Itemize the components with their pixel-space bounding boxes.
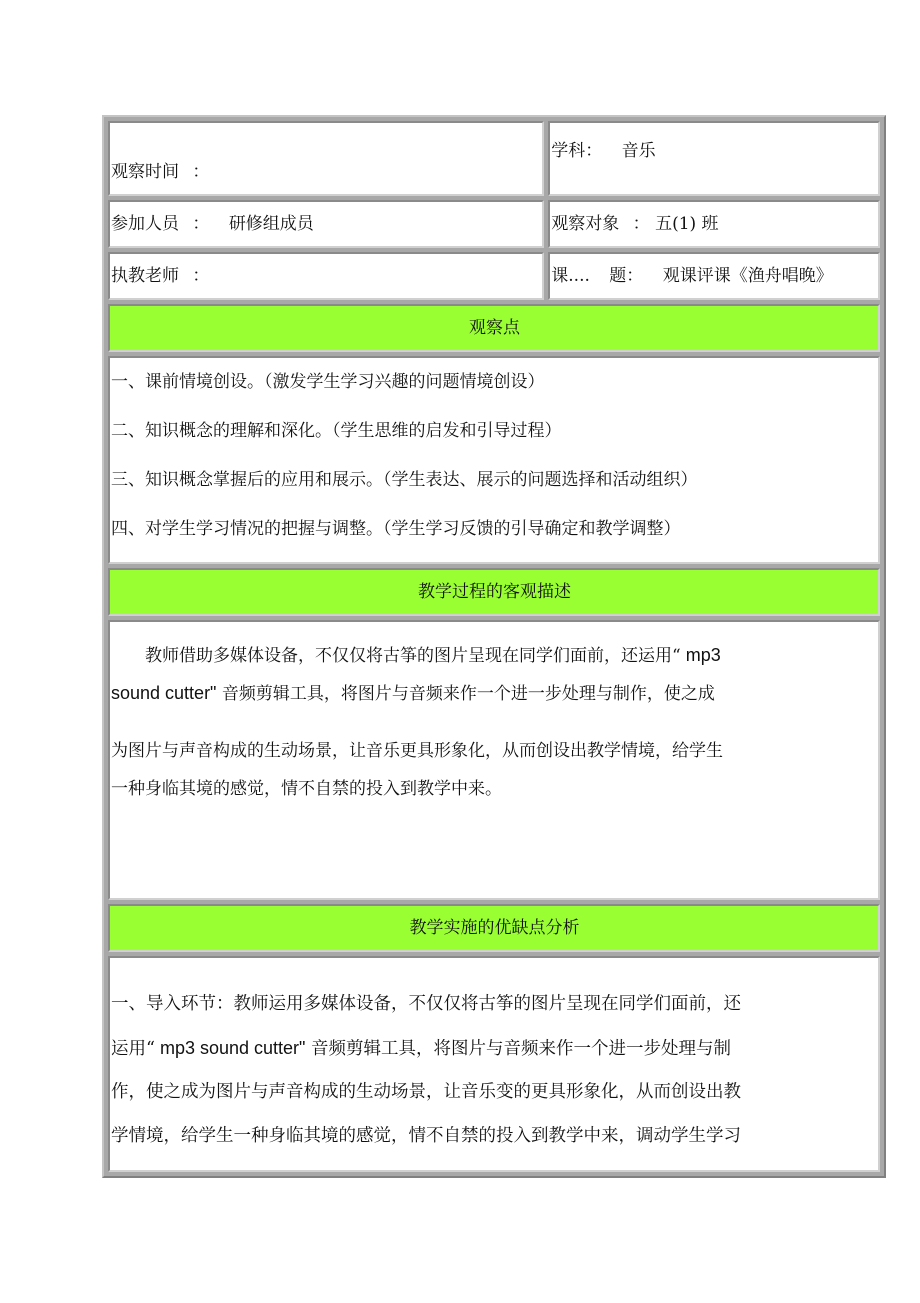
observation-form-table [102, 115, 886, 1178]
info-row-time-subject [108, 121, 880, 196]
process-description-row [108, 620, 880, 900]
observation-time-separator: ： [192, 161, 210, 182]
section-header-row [108, 304, 880, 352]
observation-time-label: 观察时间 [111, 161, 179, 182]
info-row-teacher-topic [108, 252, 880, 300]
analysis-line: 学情境，给学生一种身临其境的感觉，情不自禁的投入到教学中来，调动学生学习 [111, 1126, 741, 1146]
description-text: 音频剪辑工具，将图片与音频来作一个进一步处理与制作，使之成 [216, 684, 715, 704]
observation-points-row [108, 356, 880, 564]
observation-points-header: 观察点 [108, 304, 880, 352]
analysis-header: 教学实施的优缺点分析 [108, 904, 880, 952]
lesson-topic-cell [548, 252, 880, 300]
lesson-topic-value: 观课评课《渔舟唱晚》 [662, 265, 833, 286]
observation-target-value: 五(1) 班 [655, 213, 719, 234]
analysis-cell [108, 956, 880, 1172]
section-header-row [108, 568, 880, 616]
observation-target-separator: ： [632, 213, 650, 234]
analysis-line: 一、导入环节：教师运用多媒体设备，不仅仅将古筝的图片呈现在同学们面前，还 [111, 994, 741, 1014]
observation-target-cell [548, 200, 880, 248]
info-row-participants-target [108, 200, 880, 248]
teacher-label: 执教老师 [111, 265, 179, 286]
subject-separator: ： [585, 141, 603, 161]
section-header-row [108, 904, 880, 952]
lesson-topic-label: 课.... [551, 265, 590, 286]
analysis-text-latin: mp3 sound cutter" [154, 1038, 306, 1058]
observation-point-item: 四、对学生学习情况的把握与调整。（学生学习反馈的引导确定和教学调整） [111, 519, 681, 539]
lesson-topic-separator: ： [626, 265, 644, 286]
teacher-separator: ： [192, 265, 210, 286]
teacher-cell [108, 252, 544, 300]
observation-points-cell [108, 356, 880, 564]
analysis-text: 音频剪辑工具，将图片与音频来作一个进一步处理与制 [305, 1039, 731, 1059]
participants-value: 研修组成员 [228, 213, 314, 234]
observation-point-item: 三、知识概念掌握后的应用和展示。（学生表达、展示的问题选择和活动组织） [111, 470, 698, 490]
description-line [111, 640, 878, 678]
participants-label: 参加人员 [111, 213, 179, 234]
participants-cell [108, 200, 544, 248]
description-line: 为图片与声音构成的生动场景，让音乐更具形象化，从而创设出教学情境，给学生 [111, 741, 723, 761]
analysis-text: 运用“ [111, 1039, 155, 1059]
observation-target-label: 观察对象 [551, 213, 620, 234]
observation-point-item: 二、知识概念的理解和深化。（学生思维的启发和引导过程） [111, 421, 562, 441]
subject-cell [548, 121, 880, 196]
participants-separator: ： [192, 213, 210, 234]
description-text-latin: mp3 [680, 645, 721, 665]
analysis-row [108, 956, 880, 1172]
description-line [111, 678, 878, 736]
description-line: 一种身临其境的感觉，情不自禁的投入到教学中来。 [111, 779, 502, 799]
subject-value: 音乐 [621, 141, 656, 161]
observation-point-item: 一、课前情境创设。（激发学生学习兴趣的问题情境创设） [111, 372, 545, 392]
description-text-latin: sound cutter" [111, 683, 217, 703]
subject-label: 学科 [551, 141, 586, 161]
analysis-line [111, 1026, 878, 1070]
process-description-header: 教学过程的客观描述 [108, 568, 880, 616]
description-text: 教师借助多媒体设备，不仅仅将古筝的图片呈现在同学们面前，还运用“ [145, 646, 681, 666]
lesson-topic-label-2: 题 [609, 265, 627, 286]
observation-time-cell [108, 121, 544, 196]
analysis-line: 作，使之成为图片与声音构成的生动场景，让音乐变的更具形象化，从而创设出教 [111, 1082, 741, 1102]
process-description-cell [108, 620, 880, 900]
